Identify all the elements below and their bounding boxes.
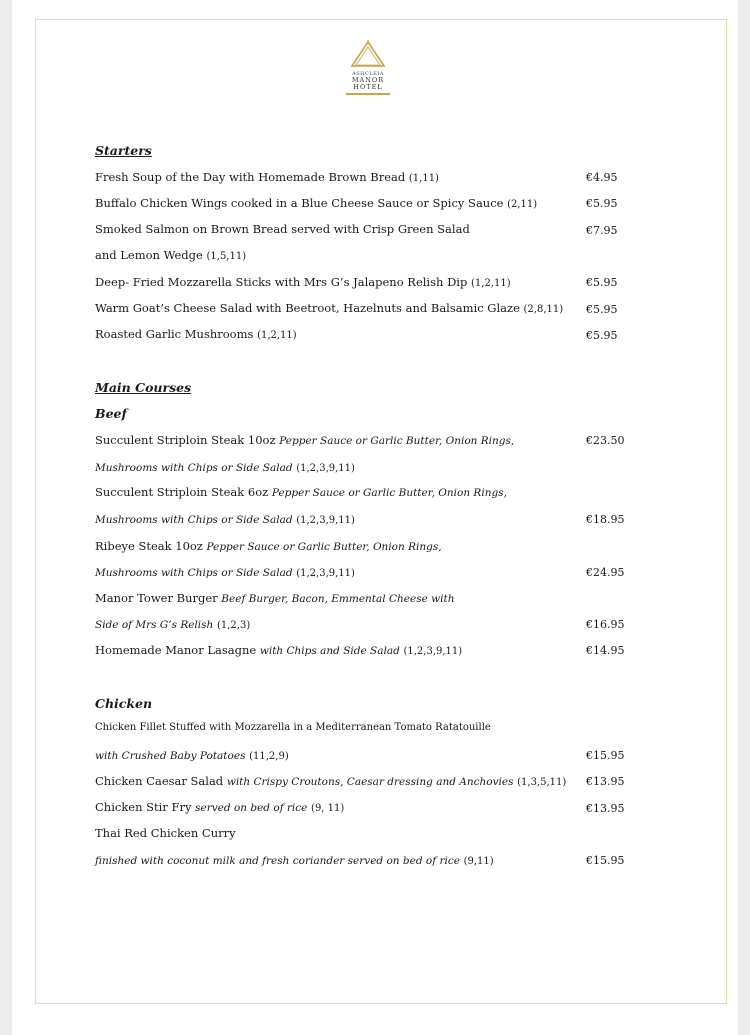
item-price: €15.95 — [586, 749, 625, 762]
menu-item: Smoked Salmon on Brown Bread served with Crisp Green Salad — [95, 222, 470, 236]
item-price: €13.95 — [586, 775, 625, 788]
item-price: €5.95 — [586, 303, 618, 316]
logo-line-1: ASHCLEIA — [352, 71, 384, 77]
item-price: €23.50 — [586, 434, 625, 447]
item-price: €15.95 — [586, 854, 625, 867]
menu-item-continued: Mushrooms with Chips or Side Salad (1,2,3,9,11) — [95, 514, 355, 526]
menu-item: Roasted Garlic Mushrooms (1,2,11) — [95, 327, 297, 341]
menu-item: Thai Red Chicken Curry — [95, 826, 236, 840]
roof-icon — [348, 40, 388, 70]
item-price: €13.95 — [586, 802, 625, 815]
item-price: €18.95 — [586, 513, 625, 526]
item-price: €16.95 — [586, 618, 625, 631]
menu-item: Buffalo Chicken Wings cooked in a Blue Cheese Sauce or Spicy Sauce (2,11) — [95, 196, 538, 210]
menu-item: Chicken Fillet Stuffed with Mozzarella in a Mediterranean Tomato Ratatouille — [95, 722, 491, 733]
logo-line-3: HOTEL — [353, 83, 383, 91]
menu-item: Deep- Fried Mozzarella Sticks with Mrs G’s Jalapeno Relish Dip (1,2,11) — [95, 275, 511, 289]
menu-item: Succulent Striploin Steak 10oz Pepper Sauce or Garlic Butter, Onion Rings, — [95, 433, 515, 447]
chicken-heading: Chicken — [95, 696, 153, 711]
item-price: €5.95 — [586, 329, 618, 342]
menu-item-continued: Mushrooms with Chips or Side Salad (1,2,3,9,11) — [95, 462, 355, 474]
menu-item: Succulent Striploin Steak 6oz Pepper Sauce or Garlic Butter, Onion Rings, — [95, 485, 507, 499]
main-courses-heading: Main Courses — [95, 380, 192, 395]
starters-heading: Starters — [95, 143, 152, 158]
menu-item: Chicken Stir Fry served on bed of rice (9, 11) — [95, 800, 345, 814]
hotel-logo — [338, 40, 398, 100]
menu-item-continued: Mushrooms with Chips or Side Salad (1,2,3,9,11) — [95, 567, 355, 579]
menu-item: Fresh Soup of the Day with Homemade Brown Bread (1,11) — [95, 170, 439, 184]
logo-underline — [346, 93, 390, 95]
logo-line-2: MANOR — [351, 76, 385, 84]
item-price: €4.95 — [586, 171, 618, 184]
menu-item-continued: and Lemon Wedge (1,5,11) — [95, 248, 247, 262]
beef-heading: Beef — [95, 406, 127, 421]
menu-item: Manor Tower Burger Beef Burger, Bacon, Emmental Cheese with — [95, 591, 455, 605]
menu-item-continued: Side of Mrs G’s Relish (1,2,3) — [95, 619, 251, 631]
item-price: €5.95 — [586, 197, 618, 210]
item-price: €14.95 — [586, 644, 625, 657]
item-price: €7.95 — [586, 224, 618, 237]
menu-item: Chicken Caesar Salad with Crispy Croutons, Caesar dressing and Anchovies (1,3,5,11) — [95, 774, 567, 788]
menu-item-continued: with Crushed Baby Potatoes (11,2,9) — [95, 750, 289, 762]
item-price: €5.95 — [586, 276, 618, 289]
menu-item: Ribeye Steak 10oz Pepper Sauce or Garlic Butter, Onion Rings, — [95, 539, 442, 553]
item-price: €24.95 — [586, 566, 625, 579]
menu-item: Warm Goat’s Cheese Salad with Beetroot, Hazelnuts and Balsamic Glaze (2,8,11) — [95, 301, 564, 315]
menu-item: Homemade Manor Lasagne with Chips and Side Salad (1,2,3,9,11) — [95, 643, 463, 657]
menu-item-continued: finished with coconut milk and fresh coriander served on bed of rice (9,11) — [95, 855, 494, 867]
